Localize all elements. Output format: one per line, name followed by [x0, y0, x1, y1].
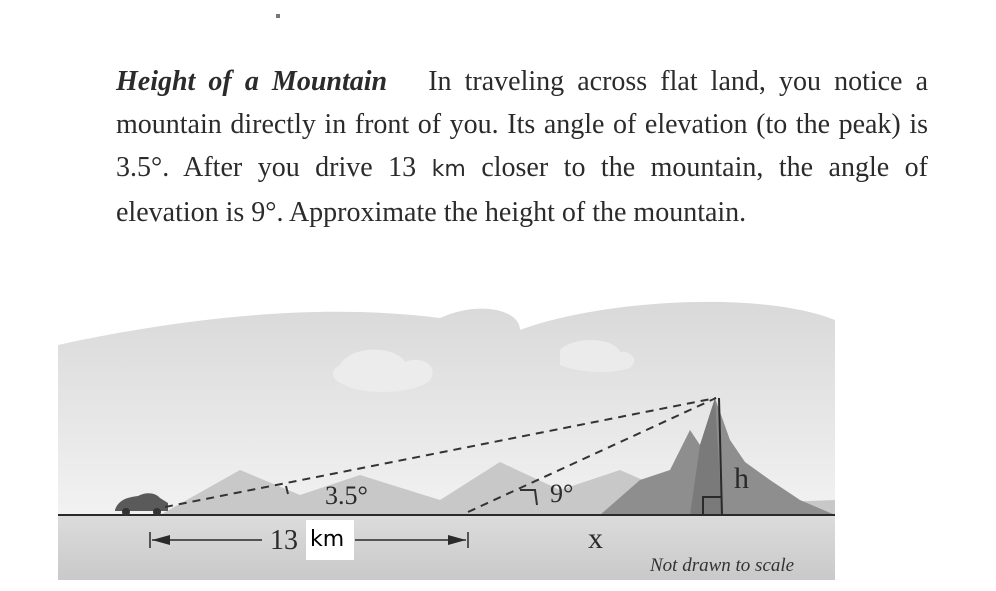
- x-label: x: [588, 522, 603, 555]
- problem-text-part2: closer to the mountain, the angle of elevation is 9°. Approximate the height of the mountain.: [116, 152, 928, 228]
- angle-label-2: 9°: [550, 479, 574, 508]
- distance-unit: km: [310, 527, 345, 552]
- height-label: h: [734, 462, 749, 495]
- distance-value: 13: [270, 525, 298, 556]
- angle-label-1: 3.5°: [325, 481, 368, 510]
- problem-text-part1: In traveling across flat land, you notice a mountain directly in front of you. Its angle of elevation (to the peak) is 3.5°. After you drive 13: [116, 66, 928, 183]
- problem-title: Height of a Mountain: [116, 66, 388, 97]
- problem-unit: km: [431, 157, 466, 182]
- not-to-scale-note: Not drawn to scale: [650, 555, 795, 576]
